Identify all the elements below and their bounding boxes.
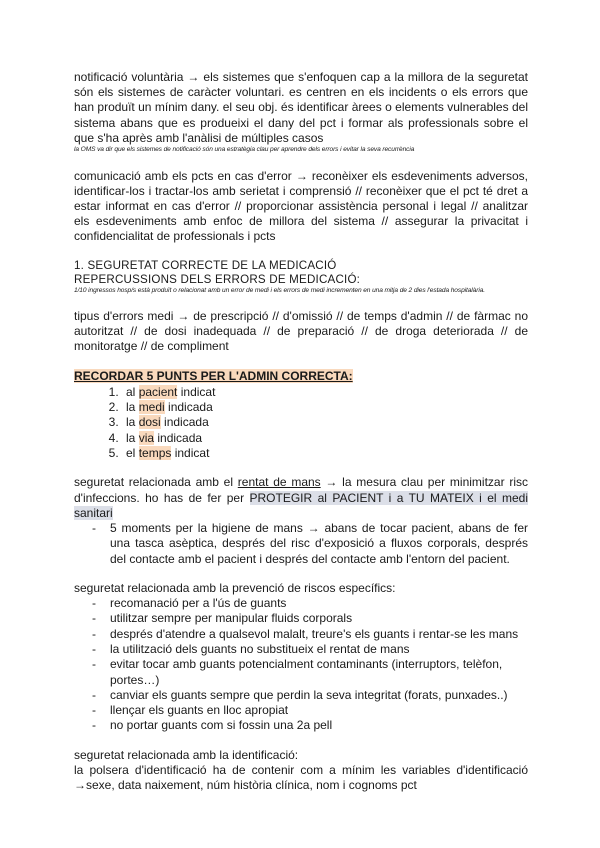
paragraph-notificacio: notificació voluntària → els sistemes que s'enfoquen cap a la millora de la seguretat són els sistemes de caràcter voluntari. es centren en els incidents o els errors que han produït un mínim dany. el seu obj. és identificar àrees o elements vulnerables del sistema abans que es produeixi el dany del pct i formar als professionals sobre el que s'ha après amb l'anàlisi de múltiples casos	[74, 70, 528, 145]
list-item: 3. la dosi indicada	[122, 415, 528, 430]
list-item: - evitar tocar amb guants potencialment contaminants (interruptors, telèfon, portes…)	[92, 657, 528, 688]
riscos-title: seguretat relacionada amb la prevenció de riscos específics:	[74, 580, 396, 595]
list-item: 2. la medi indicada	[122, 400, 528, 415]
list-item: 1. al pacient indicat	[122, 385, 528, 400]
list-item: 4. la via indicada	[122, 431, 528, 446]
list-item: - llençar els guants en lloc apropiat	[92, 703, 528, 718]
riscos-list	[74, 596, 528, 734]
protegir-highlight: PROTEGIR al PACIENT i a TU MATEIX i el medi sanitari	[74, 490, 528, 520]
list-item: - utilitzar sempre per manipular fluids corporals	[92, 611, 528, 626]
rentat-underlined: rentat de mans	[237, 475, 321, 490]
subheading-repercussions: REPERCUSSIONS DELS ERRORS DE MEDICACIÓ:	[74, 272, 361, 286]
ident-text: la polsera d'identificació ha de contenir com a mínim les variables d'identificació →sexe, data naixement, núm història clínica, nom i cognoms pct	[74, 762, 528, 793]
list-item: 5. el temps indicat	[122, 446, 528, 461]
document-page	[74, 70, 528, 793]
recordar-label: RECORDAR 5 PUNTS PER L'ADMIN CORRECTA:	[74, 368, 353, 383]
list-item: - recomanació per a l'ús de guants	[92, 596, 528, 611]
recordar-heading	[74, 369, 528, 384]
list-item: - canviar els guants sempre que perdin la seva integritat (forats, punxades..)	[92, 688, 528, 703]
note-oms: la OMS va dir que els sistemes de notificació són una estratègia clau per aprendre dels errors i evitar la seva recurrència	[74, 146, 415, 154]
ident-title: seguretat relacionada amb la identificació:	[74, 747, 299, 762]
list-item: - 5 moments per la higiene de mans → abans de tocar pacient, abans de fer una tasca asèptica, després del risc d'exposició a fluxos corporals, després del contacte amb el pacient i després del contacte amb l'entorn del pacient.	[92, 521, 528, 567]
paragraph-tipus-errors: tipus d'errors medi → de prescripció // d'omissió // de temps d'admin // de fàrmac no autoritzat // de dosi inadequada // de preparació // de droga deteriorada // de monitoratge // de compliment	[74, 309, 528, 354]
paragraph-rentat-mans: seguretat relacionada amb el rentat de mans → la mesura clau per minimitzar risc d'infeccions. ho has de fer per PROTEGIR al PACIENT i a TU MATEIX i el medi sanitari	[74, 475, 528, 520]
list-item: - no portar guants com si fossin una 2a pell	[92, 718, 528, 733]
section-heading-medicacio: 1. SEGURETAT CORRECTE DE LA MEDICACIÓ	[74, 258, 337, 272]
note-ingressos: 1/10 ingressos hosp/s està produït o relacionat amb un error de medi i els errors de medi incrementen en una mitja de 2 dies l'estada hospitalària.	[74, 286, 485, 294]
rentat-list	[74, 521, 528, 567]
list-item: - després d'atendre a qualsevol malalt, treure's els guants i rentar-se les mans	[92, 627, 528, 642]
list-item: - la utilització dels guants no substitueix el rentat de mans	[92, 642, 528, 657]
paragraph-comunicacio: comunicació amb els pcts en cas d'error → reconèixer els esdeveniments adversos, identificar-los i tractar-los amb serietat i comprensió // reconèixer que el pct té dret a estar informat en cas d'error // proporcionar assistència personal i legal // analitzar els esdeveniments amb enfoc de millora del sistema // assegurar la privacitat i confidencialitat de professionals i pcts	[74, 168, 528, 244]
five-points-list	[74, 385, 528, 461]
